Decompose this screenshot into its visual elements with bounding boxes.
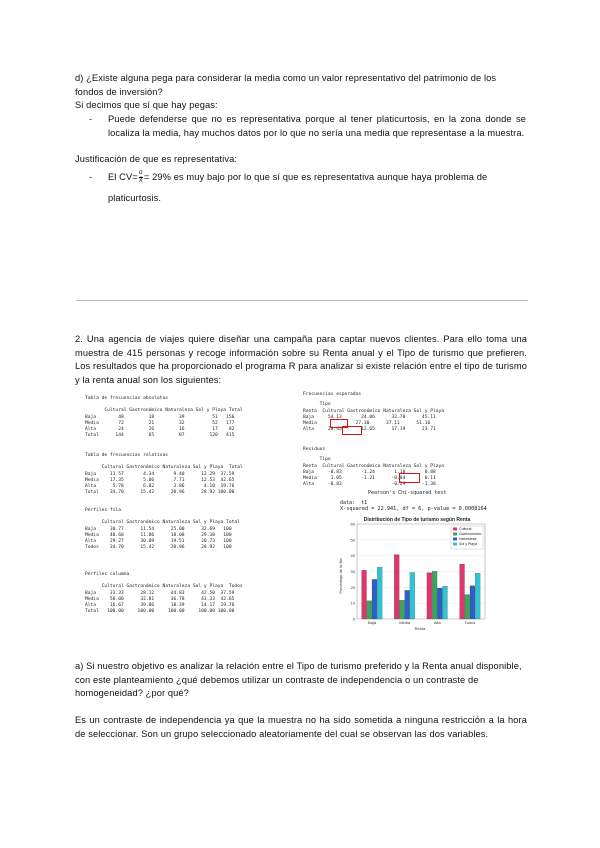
bar xyxy=(470,586,475,619)
r-output-freq-relative: Tabla de frecuencias relativas Cultural Gastronómico Naturaleza Sol y Playa Total Baja 11.57 4.34 9.40 12.29 37.59 Media 17.35 5.06 7.71 12.53 42.65 Alta 5.78 6.02 3.86 4.10 19.76 Total 34.70 15.42 20.96 28.92 100.00 xyxy=(85,453,243,496)
highlight-box xyxy=(342,426,362,435)
bar xyxy=(372,579,377,619)
bar xyxy=(405,590,410,619)
y-tick-label: 50 xyxy=(350,537,355,543)
highlight-box xyxy=(399,473,420,483)
justification-label: Justificación de que es representativa: xyxy=(75,154,238,164)
legend-label: Cultural xyxy=(459,527,472,531)
bullet-dash: - xyxy=(89,114,93,124)
answer-a: Es un contraste de independencia ya que la muestra no ha sido sometida a ninguna restricción a la hora de seleccionar. Son un grupo seleccionado aleatoriamente del cual se observan las dos variables. xyxy=(75,715,527,739)
legend-label: Sol y Playa xyxy=(459,542,477,546)
cv-prefix: El CV= xyxy=(108,172,138,182)
chisq-result-line: X-squared = 22.941, df = 6, p-value = 0.0008164 xyxy=(340,506,487,512)
bar xyxy=(443,586,448,619)
x-tick-label: Alta xyxy=(433,620,441,625)
question-a: a) Si nuestro objetivo es analizar la relación entre el Tipo de turismo preferido y la Renta anual disponible, con este planteamiento ¿qué debemos utilizar un contraste de independencia o un contraste de homogeneidad? ¿por qué? xyxy=(75,661,522,698)
r-output-expected-frequencies: Frecuencias esperadas Tipo Renta Cultural Gastronómico Naturaleza Sol y Playa Baja 54.13 24.06 32.70 45.11 Media 27.30 37.11 51.16 Alta 28.45 12.65 17.19 23.71 xyxy=(303,392,445,433)
bar xyxy=(432,571,437,619)
bar xyxy=(437,588,442,619)
y-tick-label: 30 xyxy=(350,569,355,574)
chart-y-label: Porcentaje de la fila xyxy=(338,558,343,594)
bullet-dash: - xyxy=(89,172,93,182)
cv-suffix: = 29% es muy bajo por lo que sí que es representativa aunque haya problema de platicurtosis. xyxy=(108,172,488,203)
bar xyxy=(367,601,372,619)
bar xyxy=(427,573,432,619)
cv-fraction: $\frac{\sigma}{X̄}$ xyxy=(138,170,143,185)
legend-swatch xyxy=(453,528,457,531)
question-d: d) ¿Existe alguna pega para considerar la media como un valor representativo del patrimonio de los fondos de inversión? xyxy=(75,73,497,97)
r-output-row-profiles: Perfiles fila Cultural Gastronómico Naturaleza Sol y Playa Total Baja 30.77 11.54 25.00 32.69 100 Media 40.68 11.86 18.08 29.38 100 Alta 29.27 30.09 19.51 20.73 100 Todos 34.70 15.42 20.96 28.92 100 xyxy=(85,508,240,551)
chart-title: Distribución de Tipo de turismo según Renta xyxy=(363,517,471,523)
r-output-residuals: Residuos Tipo Renta Cultural Gastronómico Naturaleza Sol y Playa Baja -0.83 -1.24 1.10 0.88 Media 1.05 -1.21 -0.84 0.11 Alta -0.83 -0.29 -1.38 xyxy=(303,447,445,488)
legend-label: Gastronómico xyxy=(459,532,482,536)
separator xyxy=(76,300,528,301)
legend-swatch xyxy=(453,538,457,541)
chisq-title: Pearson's Chi-squared test xyxy=(368,490,447,496)
bar xyxy=(460,564,465,619)
legend-swatch xyxy=(453,533,457,536)
pegas-intro: Si decimos que sí que hay pegas: xyxy=(75,100,218,110)
chart-x-label: Renta xyxy=(414,626,426,631)
bar xyxy=(410,572,415,619)
question-2-statement: 2. Una agencia de viajes quiere diseñar una campaña para captar nuevos clientes. Para ello toma una muestra de 415 personas y recoge información sobre su Renta anual y el Tipo de turismo que prefieren. Los resultados que ha proporcionado el programa R para analizar si existe relación entre el tipo de turismo y la renta anual son los siguientes: xyxy=(75,334,527,385)
y-tick-label: 40 xyxy=(350,553,355,559)
bar xyxy=(399,600,404,619)
cv-statement xyxy=(108,167,526,209)
x-tick-label: Todos xyxy=(464,620,476,625)
bar xyxy=(362,570,367,619)
bullet-platicurtosis: Puede defenderse que no es representativa porque al tener platicurtosis, en la zona donde se localiza la media, hay muchos datos por lo que no sería una media que representase a la muestra. xyxy=(108,114,526,138)
y-tick-label: 20 xyxy=(350,584,355,590)
bar-chart xyxy=(335,514,495,632)
x-tick-label: Baja xyxy=(367,620,377,625)
y-tick-label: 0 xyxy=(352,616,355,622)
r-output-column-profiles: Perfiles columna Cultural Gastronómico Naturaleza Sol y Playa Todos Baja 33.33 28.12 44.83 42.50 37.59 Media 50.00 32.81 36.78 43.33 42.65 Alta 16.67 39.06 18.39 14.17 19.76 Total 100.00 100.00 100.00 100.00 100.00 xyxy=(85,572,243,615)
legend-label: Naturaleza xyxy=(459,537,477,541)
bar xyxy=(465,595,470,619)
r-output-freq-absolute: Tabla de frecuencias absolutas Cultural Gastronómico Naturaleza Sol y Playa Total Baja 48 18 39 51 156 Media 72 21 32 52 177 Alta 24 26 16 17 82 Total 144 65 87 120 415 xyxy=(85,396,243,439)
x-tick-label: Media xyxy=(399,620,411,625)
bar xyxy=(475,573,480,619)
bar xyxy=(394,555,399,619)
bar xyxy=(377,567,382,619)
y-tick-label: 60 xyxy=(350,521,355,527)
y-tick-label: 10 xyxy=(350,600,355,606)
chisq-data-line: data: t1 xyxy=(340,500,368,506)
legend-swatch xyxy=(453,543,457,546)
